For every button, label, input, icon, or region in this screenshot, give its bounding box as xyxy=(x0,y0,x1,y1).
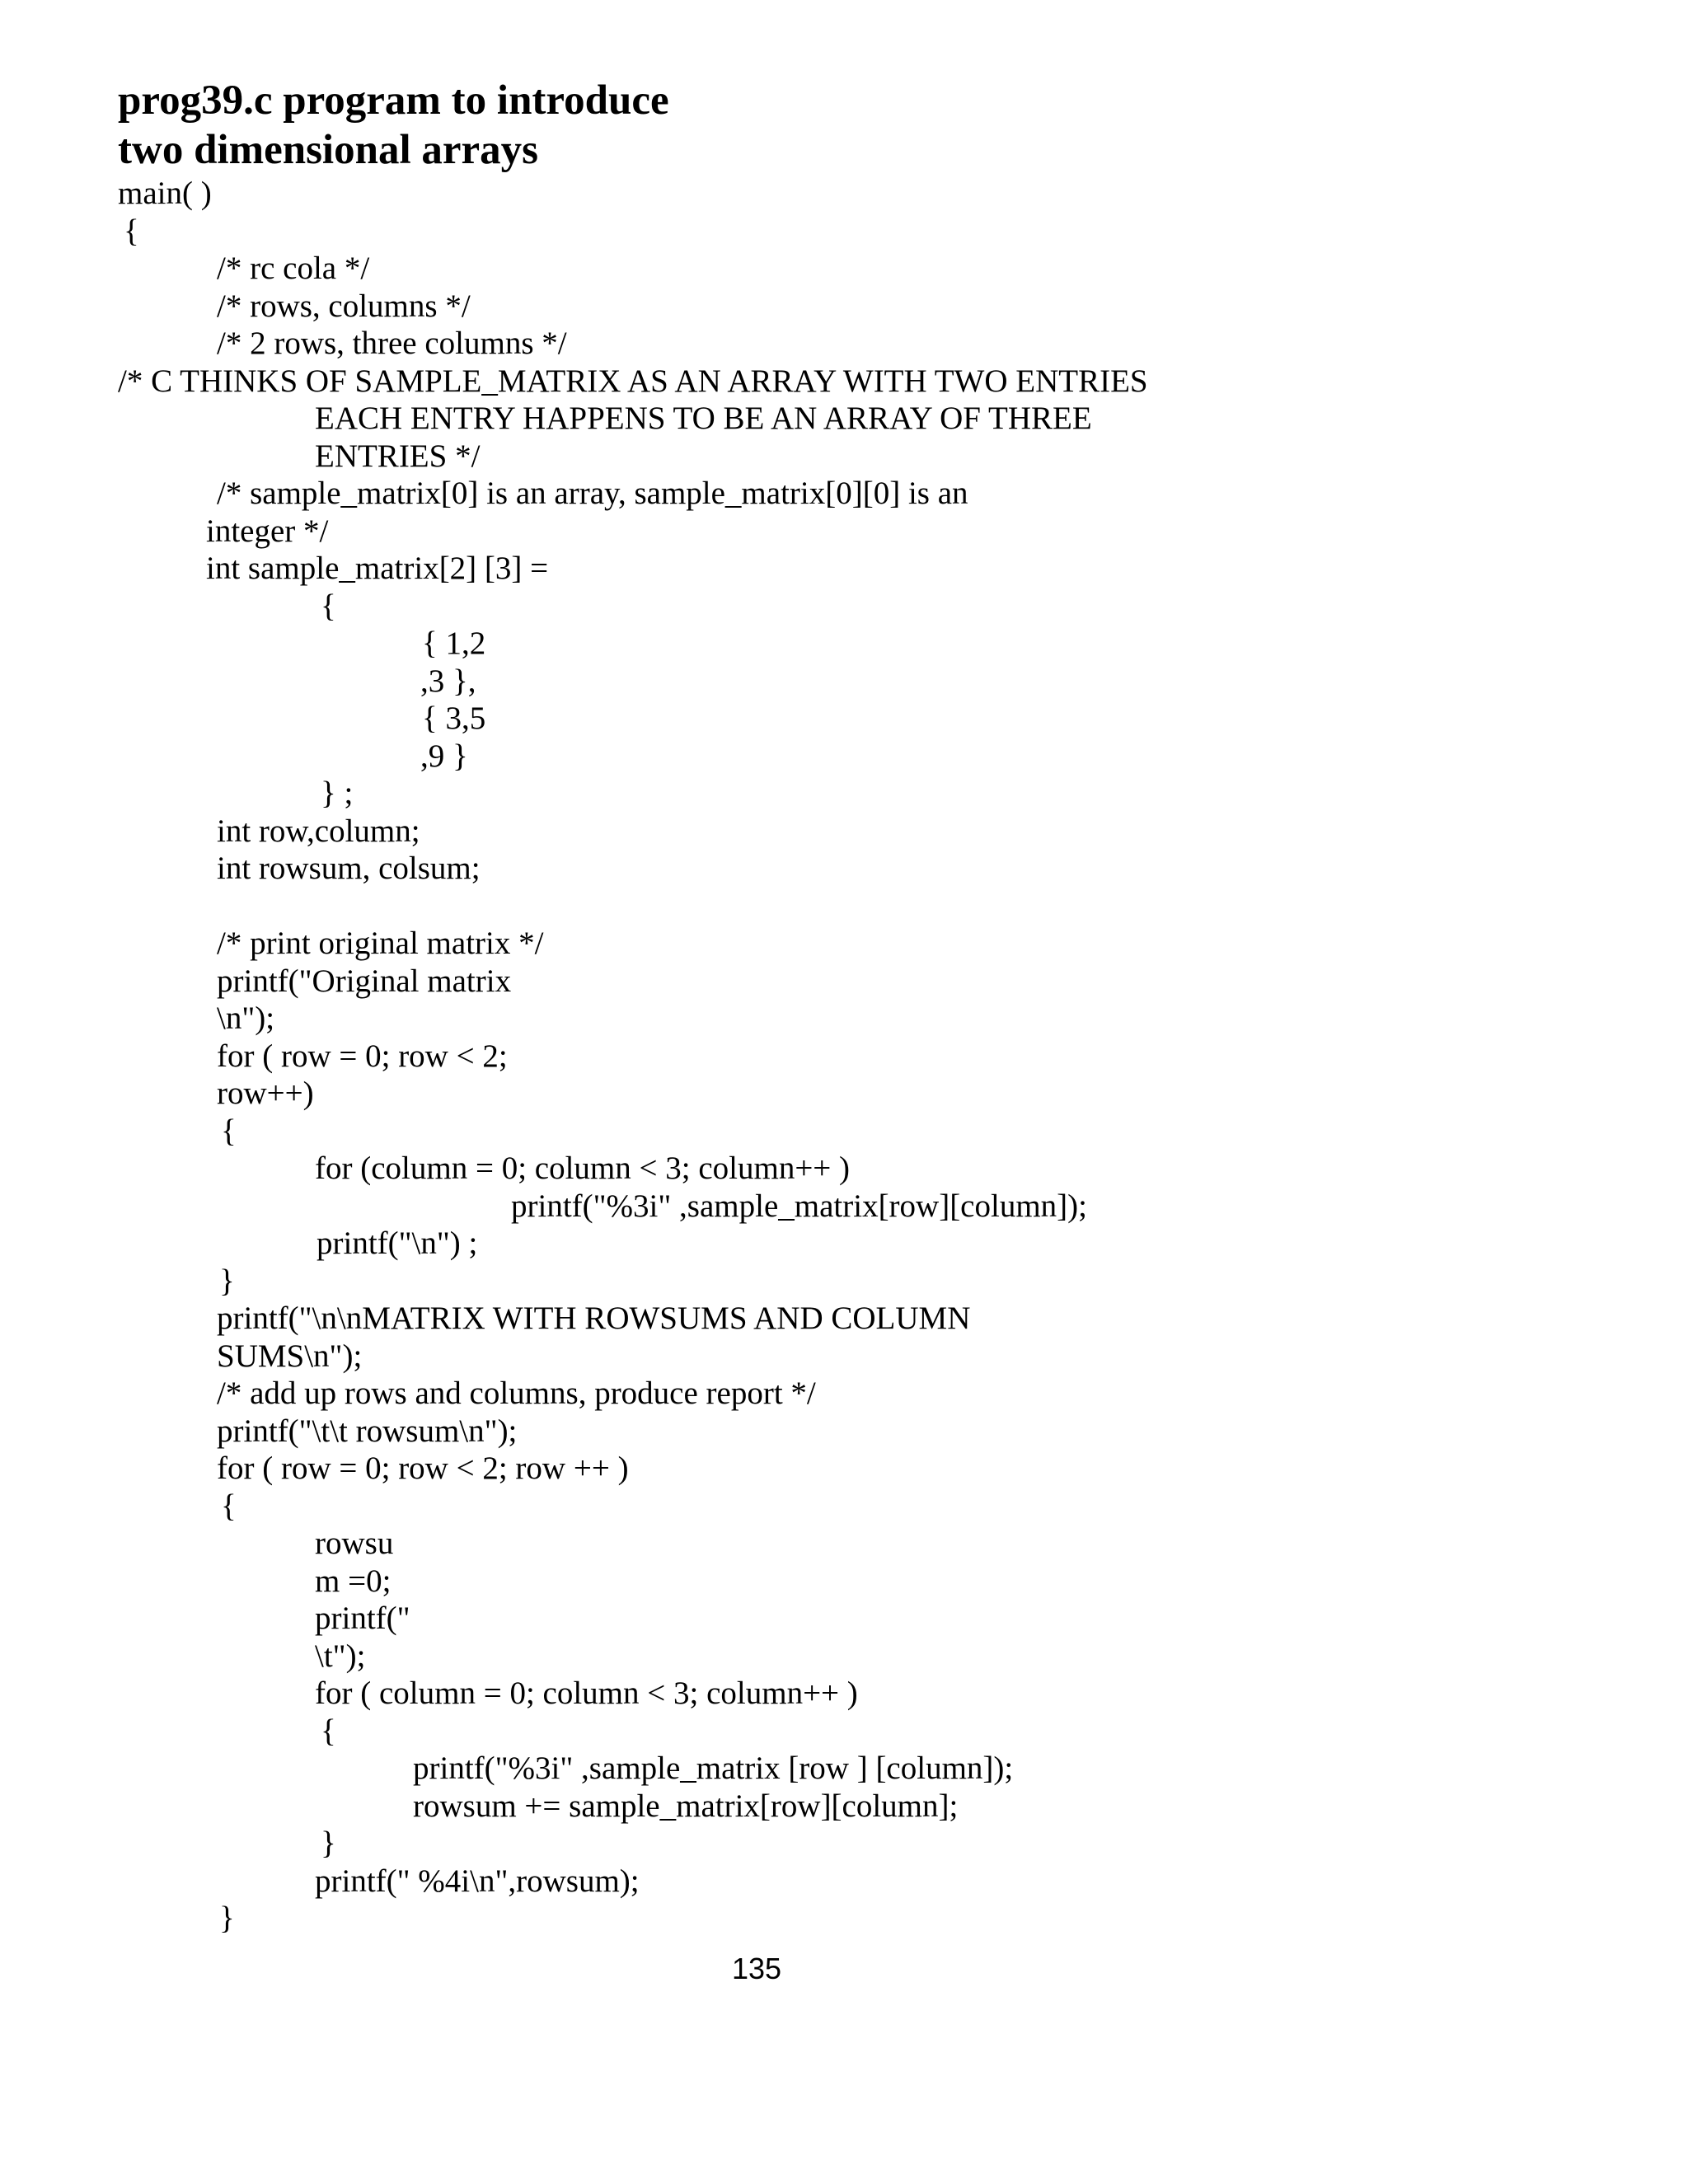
code-line: printf("Original matrix xyxy=(217,963,512,999)
code-line: \n"); xyxy=(217,1001,275,1036)
code-line: SUMS\n"); xyxy=(217,1338,363,1374)
code-line: } xyxy=(219,1263,235,1299)
code-line: for ( row = 0; row < 2; xyxy=(217,1038,508,1074)
code-line: /* C THINKS OF SAMPLE_MATRIX AS AN ARRAY WITH TWO ENTRIES xyxy=(118,363,1148,399)
code-line: \t"); xyxy=(315,1638,366,1674)
code-line: printf(" xyxy=(315,1601,410,1636)
title-line-1: prog39.c program to introduce xyxy=(118,77,669,124)
code-line: ,3 }, xyxy=(420,663,476,699)
code-line: { xyxy=(221,1113,237,1149)
code-line: /* 2 rows, three columns */ xyxy=(217,326,567,361)
code-line: integer */ xyxy=(206,513,329,549)
code-line: printf("%3i" ,sample_matrix [row ] [column]); xyxy=(413,1750,1014,1786)
code-line: printf("\n\nMATRIX WITH ROWSUMS AND COLUMN xyxy=(217,1301,971,1336)
page-number: 135 xyxy=(731,1952,782,1985)
code-line: int sample_matrix[2] [3] = xyxy=(206,551,549,586)
code-line: ENTRIES */ xyxy=(315,438,481,474)
code-line: /* print original matrix */ xyxy=(217,926,544,961)
code-line: } xyxy=(219,1900,235,1936)
code-line: int row,column; xyxy=(217,813,420,849)
code-line: rowsum += sample_matrix[row][column]; xyxy=(413,1788,959,1824)
code-line: { xyxy=(321,588,336,624)
code-line: row++) xyxy=(217,1076,314,1111)
code-line: { 1,2 xyxy=(422,626,486,661)
code-line: main( ) xyxy=(118,176,212,211)
code-line: /* sample_matrix[0] is an array, sample_matrix[0][0] is an xyxy=(217,476,968,511)
code-line: /* rc cola */ xyxy=(217,251,370,286)
code-line: { xyxy=(321,1713,336,1749)
title-line-2: two dimensional arrays xyxy=(118,127,538,173)
code-line: printf("%3i" ,sample_matrix[row][column]); xyxy=(511,1188,1087,1224)
code-line: { 3,5 xyxy=(422,701,486,736)
code-line: printf("\t\t rowsum\n"); xyxy=(217,1413,518,1449)
code-line: } xyxy=(321,1825,336,1861)
code-line: for (column = 0; column < 3; column++ ) xyxy=(315,1151,851,1186)
code-line: } ; xyxy=(321,776,354,811)
code-line: /* add up rows and columns, produce report */ xyxy=(217,1376,816,1411)
code-line: { xyxy=(221,1488,237,1524)
code-line: rowsu xyxy=(315,1526,394,1561)
code-line: for ( column = 0; column < 3; column++ ) xyxy=(315,1675,858,1711)
code-line: printf("\n") ; xyxy=(316,1226,478,1261)
code-line: EACH ENTRY HAPPENS TO BE AN ARRAY OF THREE xyxy=(315,401,1092,436)
code-line: int rowsum, colsum; xyxy=(217,851,481,886)
code-line: printf(" %4i\n",rowsum); xyxy=(315,1863,640,1899)
code-line: /* rows, columns */ xyxy=(217,288,471,324)
code-line: { xyxy=(124,213,139,249)
code-line: for ( row = 0; row < 2; row ++ ) xyxy=(217,1451,629,1486)
code-line: ,9 } xyxy=(420,738,468,774)
code-line: m =0; xyxy=(315,1563,392,1599)
